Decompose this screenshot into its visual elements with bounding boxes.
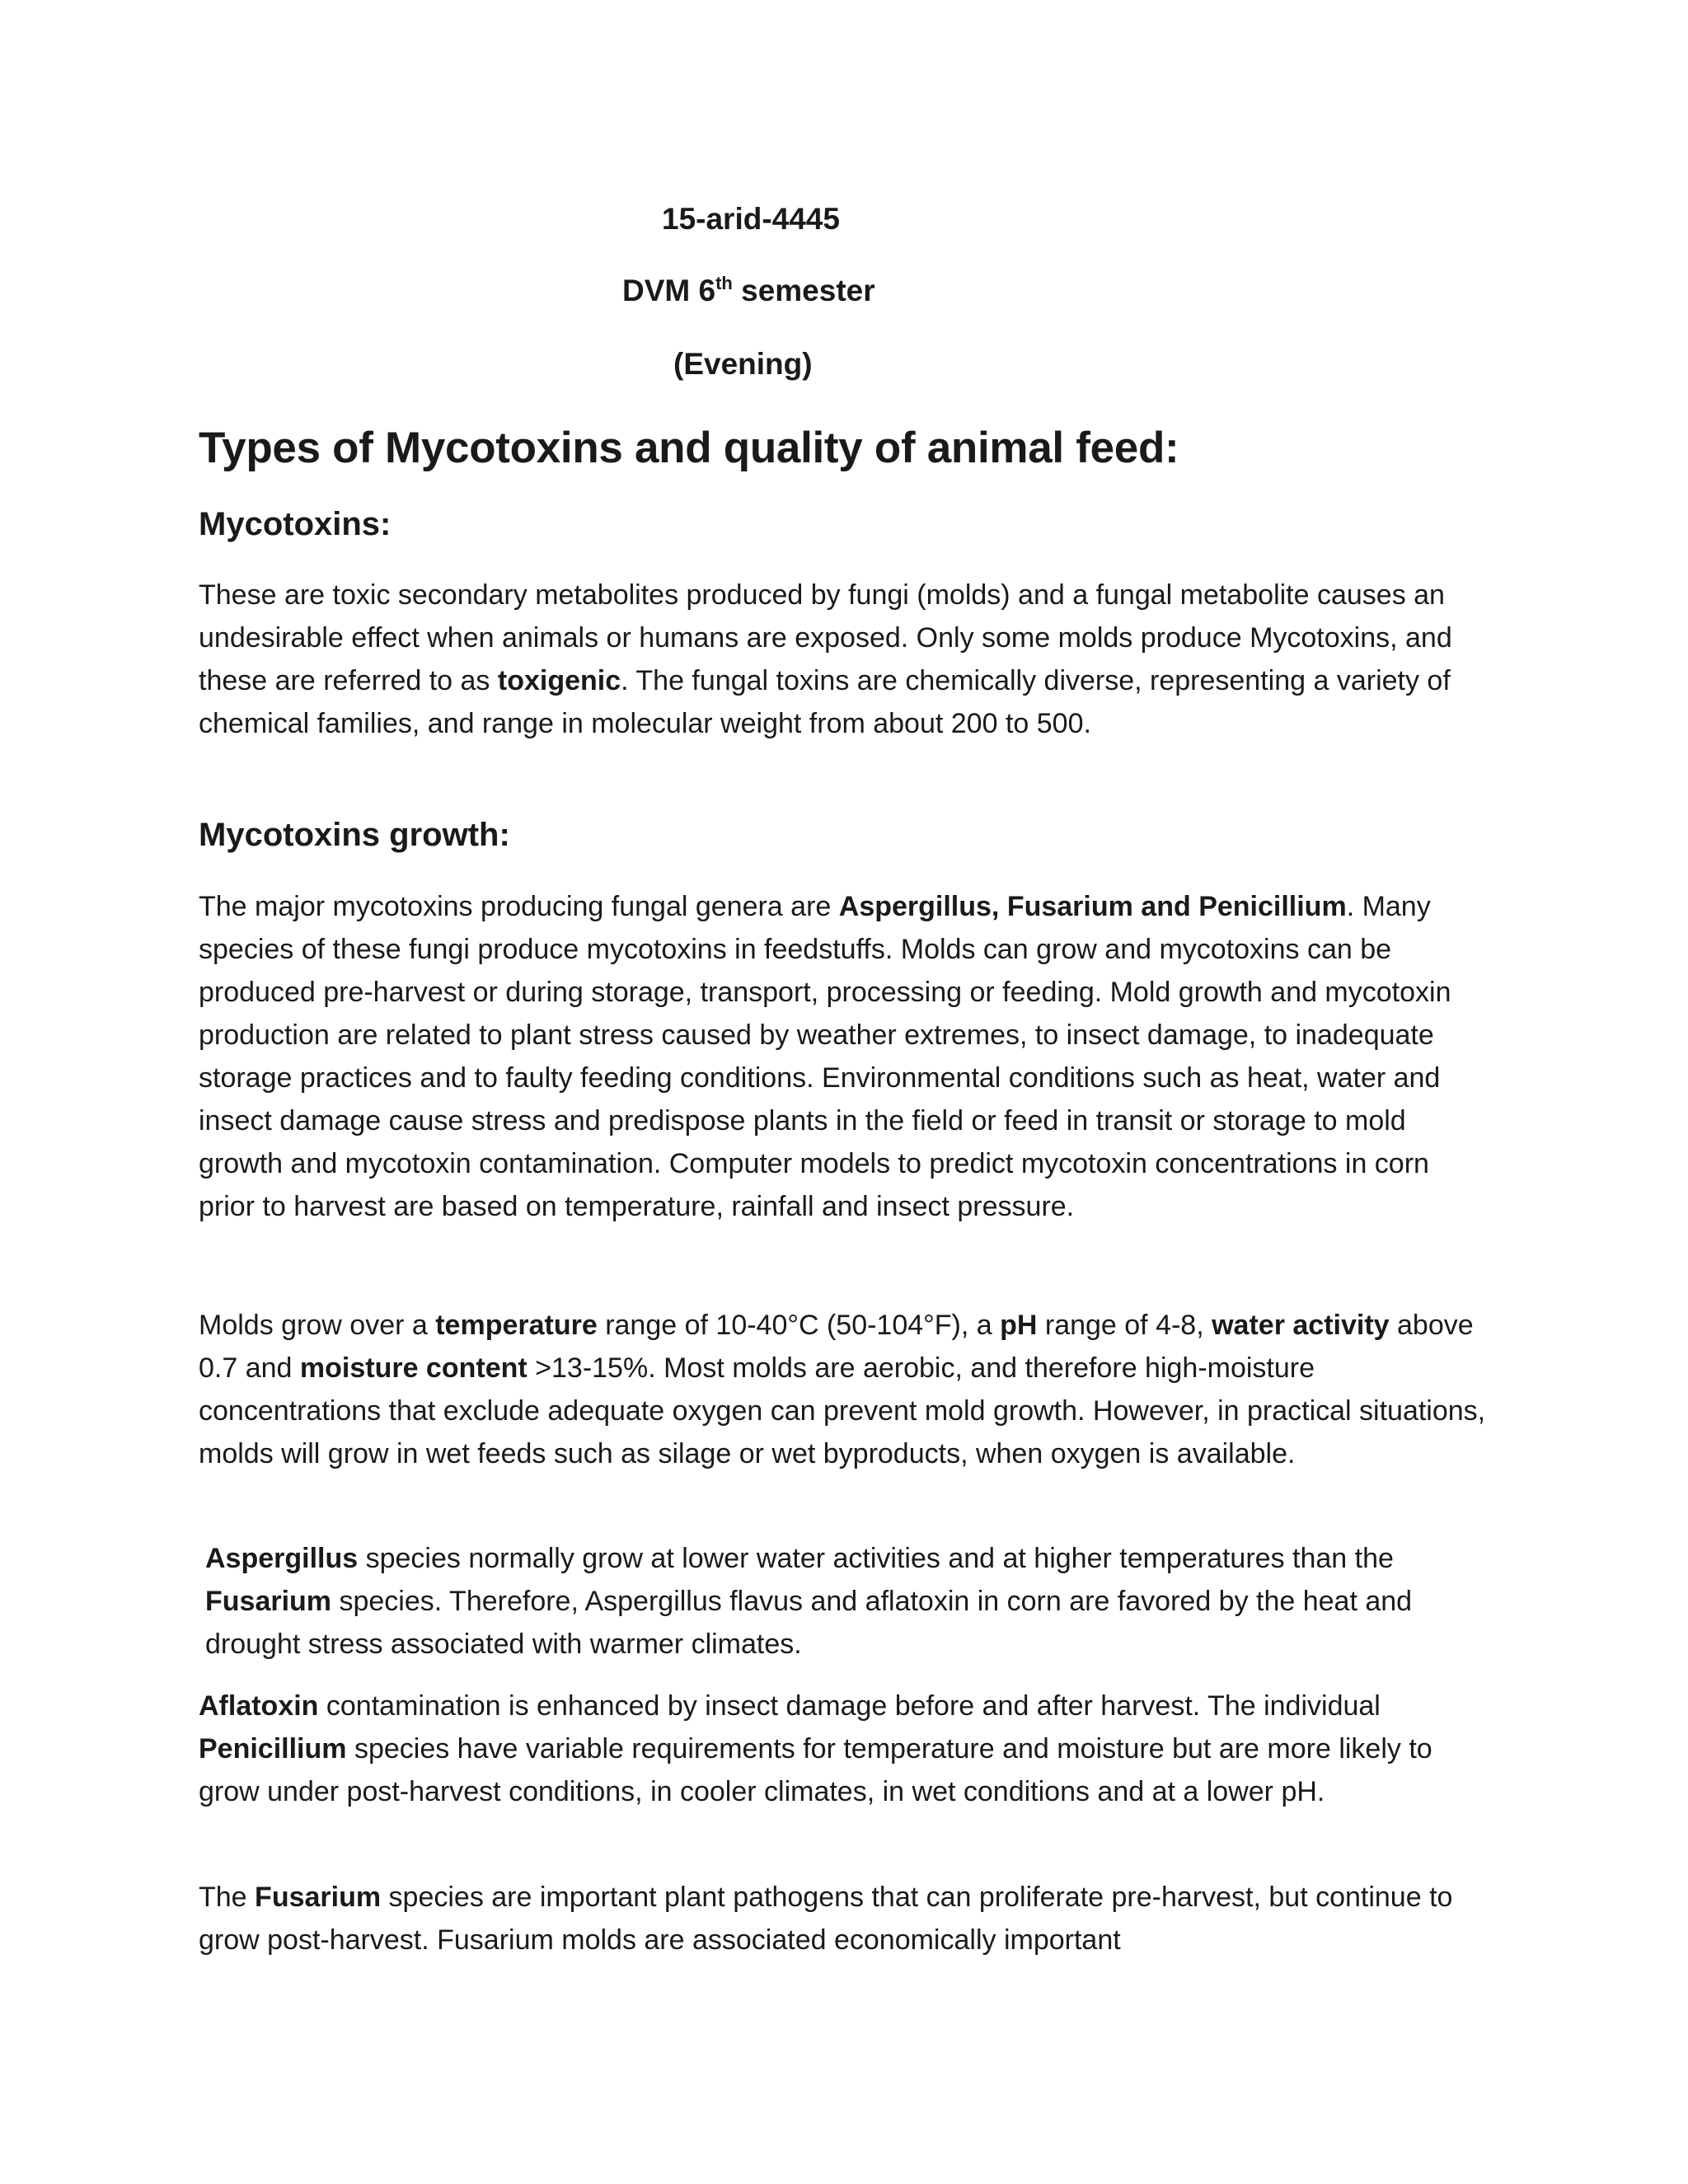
p5-text-b: contamination is enhanced by insect damage before and after harvest. The individual [318,1690,1381,1722]
paragraph-aflatoxin [199,1685,1493,1813]
p3-bold-temperature: temperature [435,1310,598,1341]
student-id-text: 15-arid-4445 [662,202,840,236]
p4-text-b: species normally grow at lower water activities and at higher temperatures than the [358,1543,1394,1574]
section-heading-growth: Mycotoxins growth: [199,817,510,853]
section-heading-mycotoxins: Mycotoxins: [199,506,392,542]
program-suffix: semester [732,274,875,307]
p1-text-c: . The fungal toxins are chemically diverse, representing a variety of chemical families, and range in molecular weight from about 200 to 500. [199,665,1451,739]
p4-bold-aspergillus: Aspergillus [205,1543,359,1574]
p5-bold-penicillium: Penicillium [199,1733,347,1765]
program-line [622,273,875,309]
p5-bold-aflatoxin: Aflatoxin [199,1690,319,1722]
p3-bold-ph: pH [1000,1310,1038,1341]
p2-text-c: . Many species of these fungi produce mycotoxins in feedstuffs. Molds can grow and mycotoxins can be produced pre-harvest or during storage, transport, processing or feeding. Mold growth and mycotoxin production are related to plant stress caused by weather extremes, to insect damage, to inadequate storage practices and to faulty feeding conditions. Environmental conditions such as heat, water and insect damage cause stress and predispose plants in the field or feed in transit or storage to mold growth and mycotoxin contamination. Computer models to predict mycotoxin concentrations in corn prior to harvest are based on temperature, rainfall and insect pressure. [199,891,1451,1222]
paragraph-aspergillus [199,1537,1499,1666]
p1-text-a: These are toxic secondary metabolites produced by fungi (molds) and a fungal metabolite causes an undesirable effect when animals or humans are exposed. Only some molds produce Mycotoxins, and these are referred to as [199,579,1452,696]
p3-bold-water-activity: water activity [1212,1310,1390,1341]
document-title: Types of Mycotoxins and quality of animal feed: [199,424,1179,472]
paragraph-definition [199,574,1493,745]
paragraph-fusarium [199,1876,1493,1961]
program-superscript: th [715,273,733,293]
session-text: (Evening) [673,347,813,381]
p3-text-a: Molds grow over a [199,1310,436,1341]
p3-text-g: above 0.7 and [199,1310,1474,1384]
p5-text-d: species have variable requirements for temperature and moisture but are more likely to grow under post-harvest conditions, in cooler climates, in wet conditions and at a lower pH. [199,1733,1432,1807]
p6-bold-fusarium: Fusarium [255,1882,382,1913]
p3-text-c: range of 10-40°C (50-104°F), a [597,1310,1001,1341]
p2-bold-genera: Aspergillus, Fusarium and Penicillium [838,891,1347,922]
paragraph-genera [199,885,1493,1228]
p4-bold-fusarium: Fusarium [205,1586,332,1617]
p3-text-e: range of 4-8, [1037,1310,1212,1341]
session-line [673,346,813,382]
p1-bold-toxigenic: toxigenic [497,665,621,696]
student-id [662,201,840,237]
paragraph-conditions [199,1304,1493,1475]
program-prefix: DVM 6 [622,274,716,307]
p3-bold-moisture: moisture content [299,1352,528,1384]
p6-text-c: species are important plant pathogens that can proliferate pre-harvest, but continue to grow post-harvest. Fusarium molds are associated economically important [199,1882,1453,1956]
p4-text-d: species. Therefore, Aspergillus flavus and aflatoxin in corn are favored by the heat and drought stress associated with warmer climates. [205,1586,1413,1660]
p2-text-a: The major mycotoxins producing fungal genera are [199,891,839,922]
p3-text-i: >13-15%. Most molds are aerobic, and therefore high-moisture concentrations that exclude adequate oxygen can prevent mold growth. However, in practical situations, molds will grow in wet feeds such as silage or wet byproducts, when oxygen is available. [199,1352,1486,1469]
p6-text-a: The [199,1882,256,1913]
